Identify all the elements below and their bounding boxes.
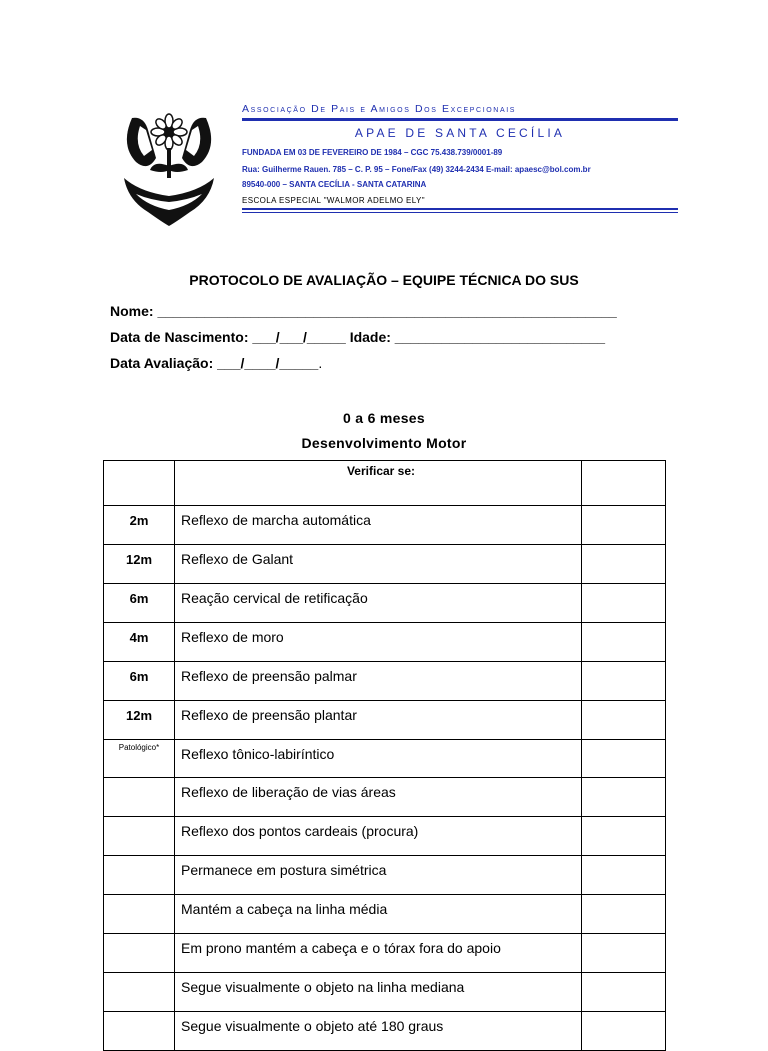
table-row	[104, 701, 666, 740]
check-cell[interactable]	[582, 973, 666, 1012]
age-cell	[104, 973, 175, 1012]
table-row	[104, 973, 666, 1012]
check-cell[interactable]	[582, 740, 666, 778]
check-cell[interactable]	[582, 817, 666, 856]
age-cell: 12m	[104, 701, 175, 740]
area-heading: Desenvolvimento Motor	[301, 435, 467, 451]
item-cell: Reflexo de preensão palmar	[175, 662, 582, 701]
item-cell: Segue visualmente o objeto na linha mediana	[175, 973, 582, 1012]
table-row	[104, 817, 666, 856]
check-cell[interactable]	[582, 662, 666, 701]
age-cell: 12m	[104, 545, 175, 584]
item-cell: Reação cervical de retificação	[175, 584, 582, 623]
item-cell: Reflexo de marcha automática	[175, 506, 582, 545]
item-cell: Reflexo de Galant	[175, 545, 582, 584]
age-cell: 6m	[104, 662, 175, 701]
age-cell	[104, 856, 175, 895]
checklist-table	[103, 460, 666, 1051]
apae-name: APAE DE SANTA CECÍLIA	[354, 126, 566, 140]
school-line: ESCOLA ESPECIAL "WALMOR ADELMO ELY"	[242, 196, 425, 205]
evaluation-date-label: Data Avaliação: ___/____/_____	[110, 355, 319, 371]
check-cell[interactable]	[582, 545, 666, 584]
age-cell: Patológico*	[104, 740, 175, 778]
header-check-cell	[582, 461, 666, 506]
form-title: PROTOCOLO DE AVALIAÇÃO – EQUIPE TÉCNICA DO SUS	[189, 272, 579, 288]
check-cell[interactable]	[582, 701, 666, 740]
header-divider-thin	[242, 212, 678, 213]
age-cell	[104, 778, 175, 817]
table-row	[104, 778, 666, 817]
table-header-row	[104, 461, 666, 506]
item-cell: Reflexo de moro	[175, 623, 582, 662]
check-cell[interactable]	[582, 895, 666, 934]
table-row	[104, 584, 666, 623]
table-row	[104, 506, 666, 545]
age-cell	[104, 817, 175, 856]
table-row	[104, 856, 666, 895]
association-name: Associação De Pais e Amigos Dos Excepcionais	[242, 103, 517, 115]
address-line: Rua: Guilherme Rauen. 785 – C. P. 95 – Fone/Fax (49) 3244-2434 E-mail: apaesc@bol.com.br	[242, 165, 591, 174]
age-cell: 6m	[104, 584, 175, 623]
check-cell[interactable]	[582, 623, 666, 662]
apae-logo	[118, 100, 220, 230]
check-cell[interactable]	[582, 1012, 666, 1051]
item-cell: Mantém a cabeça na linha média	[175, 895, 582, 934]
check-cell[interactable]	[582, 506, 666, 545]
item-cell: Reflexo tônico-labiríntico	[175, 740, 582, 778]
item-cell: Reflexo dos pontos cardeais (procura)	[175, 817, 582, 856]
item-cell: Permanece em postura simétrica	[175, 856, 582, 895]
table-row	[104, 662, 666, 701]
header-divider	[242, 118, 678, 121]
item-cell: Em prono mantém a cabeça e o tórax fora do apoio	[175, 934, 582, 973]
header-age-cell	[104, 461, 175, 506]
name-field: Nome: ___________________________________________________________	[110, 303, 617, 319]
evaluation-date-dot: .	[318, 355, 323, 371]
age-cell	[104, 895, 175, 934]
age-cell	[104, 1012, 175, 1051]
evaluation-date-field	[110, 355, 322, 371]
age-cell	[104, 934, 175, 973]
item-cell: Segue visualmente o objeto até 180 graus	[175, 1012, 582, 1051]
table-row	[104, 545, 666, 584]
header-verify-cell: Verificar se:	[175, 461, 582, 506]
check-cell[interactable]	[582, 778, 666, 817]
city-line: 89540-000 – SANTA CECÍLIA - SANTA CATARINA	[242, 180, 427, 189]
birth-age-field: Data de Nascimento: ___/___/_____ Idade: ___________________________	[110, 329, 606, 345]
check-cell[interactable]	[582, 584, 666, 623]
table-row	[104, 895, 666, 934]
table-row	[104, 740, 666, 778]
age-range-heading: 0 a 6 meses	[343, 410, 425, 426]
header-divider-bottom	[242, 208, 678, 210]
age-cell: 2m	[104, 506, 175, 545]
table-row	[104, 1012, 666, 1051]
table-row	[104, 934, 666, 973]
age-cell: 4m	[104, 623, 175, 662]
table-row	[104, 623, 666, 662]
check-cell[interactable]	[582, 934, 666, 973]
item-cell: Reflexo de liberação de vias áreas	[175, 778, 582, 817]
check-cell[interactable]	[582, 856, 666, 895]
founded-line: FUNDADA EM 03 DE FEVEREIRO DE 1984 – CGC 75.438.739/0001-89	[242, 148, 503, 157]
item-cell: Reflexo de preensão plantar	[175, 701, 582, 740]
